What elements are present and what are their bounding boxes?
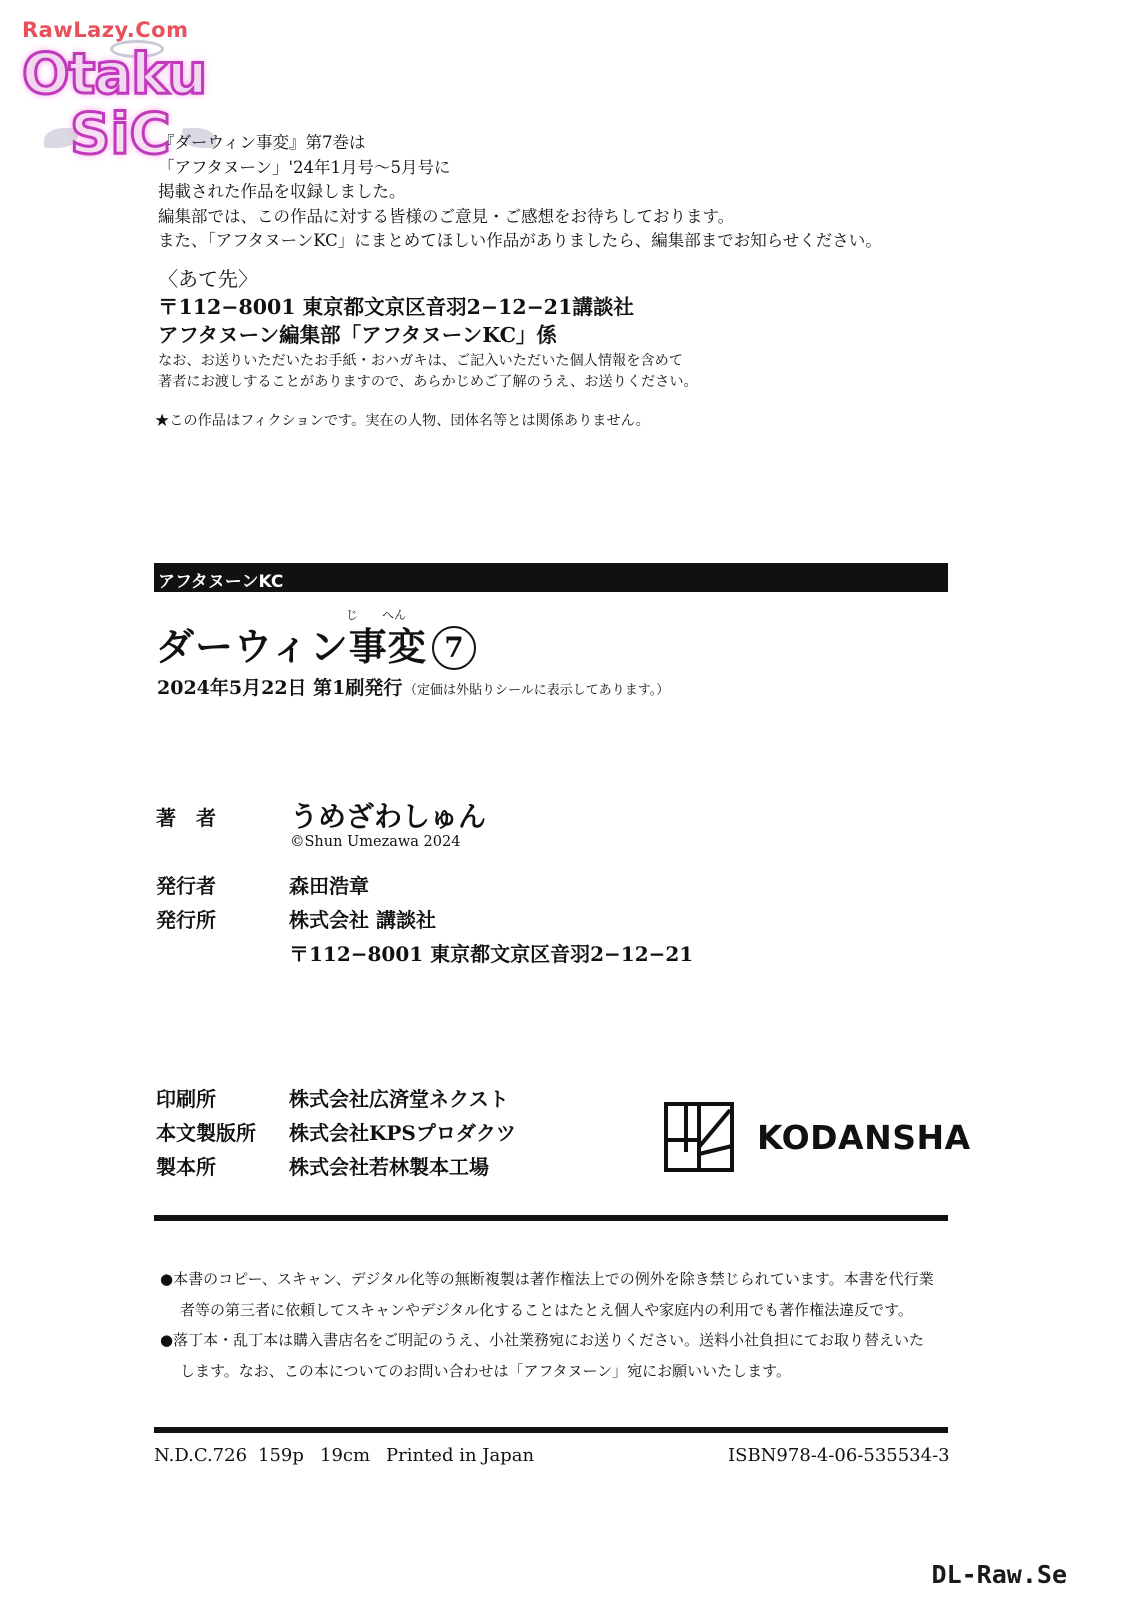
printer-name: 株式会社広済堂ネクスト — [289, 1087, 509, 1111]
publishing-house: 株式会社 講談社 — [289, 908, 436, 932]
watermark-site-text: RawLazy.Com — [22, 18, 189, 42]
intro-line: 掲載された作品を収録しました。 — [158, 182, 406, 202]
address-dept: アフタヌーン編集部「アフタヌーンKC」係 — [158, 323, 557, 347]
intro-line: また、「アフタヌーンKC」にまとめてほしい作品がありましたら、編集部までお知らせください。 — [158, 231, 882, 251]
divider — [154, 1215, 948, 1221]
address-block — [158, 266, 698, 393]
intro-line: 『ダーウィン事変』第7巻は — [158, 133, 366, 152]
label-bar-text: アフタヌーンKC — [158, 572, 284, 592]
legal-notes — [160, 1264, 934, 1386]
legal-note-line: ●落丁本・乱丁本は購入書店名をご明記のうえ、小社業務宛にお送りください。送料小社負担にてお取り替えいた — [160, 1331, 924, 1349]
legal-note-line: ●本書のコピー、スキャン、デジタル化等の無断複製は著作権法上での例外を除き禁じられています。本書を代行業 — [160, 1270, 934, 1288]
printed-in: Printed in Japan — [386, 1445, 535, 1466]
ruby-ji: じ — [346, 608, 359, 622]
intro-line: 「アフタヌーン」'24年1月号〜5月号に — [158, 157, 451, 177]
divider — [154, 1427, 948, 1433]
kodansha-logo-icon — [664, 1102, 734, 1172]
ruby-hen: へん — [382, 608, 407, 622]
publishing-house-label: 発行所 — [156, 908, 216, 932]
price-note: （定価は外貼りシールに表示してあります。） — [404, 683, 670, 698]
volume-badge: 7 — [432, 626, 476, 670]
isbn: ISBN978-4-06-535534-3 — [728, 1445, 950, 1466]
author-name: うめざわしゅん — [290, 800, 487, 833]
platemaker-name: 株式会社KPSプロダクツ — [289, 1121, 516, 1145]
watermark-logo-line2: SiC — [70, 102, 171, 167]
address-title: 〈あて先〉 — [158, 267, 258, 291]
address-note: 著者にお渡しすることがありますので、あらかじめご了解のうえ、お送りください。 — [158, 374, 698, 390]
address-postal: 〒112−8001 東京都文京区音羽2−12−21講談社 — [158, 295, 634, 319]
address-note: なお、お送りいただいたお手紙・おハガキは、ご記入いただいた個人情報を含めて — [158, 353, 683, 369]
fiction-note: ★この作品はフィクションです。実在の人物、団体名等とは関係ありません。 — [155, 413, 650, 429]
platemaker-label: 本文製版所 — [156, 1121, 256, 1145]
intro-line: 編集部では、この作品に対する皆様のご意見・ご感想をお待ちしております。 — [158, 206, 735, 226]
book-size: 19cm — [320, 1445, 371, 1466]
intro-paragraph — [158, 131, 882, 254]
author-label: 著 者 — [156, 806, 216, 830]
printer-label: 印刷所 — [156, 1087, 216, 1111]
publishing-address: 〒112−8001 東京都文京区音羽2−12−21 — [289, 942, 694, 966]
binder-name: 株式会社若林製本工場 — [289, 1155, 489, 1179]
book-title: ダーウィン事変 — [156, 624, 427, 669]
watermark-bottom-text: DL-Raw.Se — [931, 1560, 1067, 1589]
publisher-name: 森田浩章 — [289, 874, 369, 898]
watermark-logo-line1: Otaku — [22, 42, 207, 107]
binder-label: 製本所 — [156, 1155, 216, 1179]
kodansha-logo-text: KODANSHA — [757, 1118, 971, 1157]
ndc-code: N.D.C.726 — [154, 1445, 248, 1466]
publisher-label: 発行者 — [156, 874, 216, 898]
legal-note-line: します。なお、この本についてのお問い合わせは「アフタヌーン」宛にお願いいたします。 — [180, 1361, 791, 1380]
label-bar — [154, 563, 948, 592]
publication-date: 2024年5月22日 第1刷発行 — [157, 677, 403, 699]
legal-note-line: 者等の第三者に依頼してスキャンやデジタル化することはたとえ個人や家庭内の利用でも著作権法違反です。 — [180, 1300, 913, 1319]
page-count: 159p — [258, 1445, 304, 1466]
copyright: ©Shun Umezawa 2024 — [290, 834, 461, 850]
